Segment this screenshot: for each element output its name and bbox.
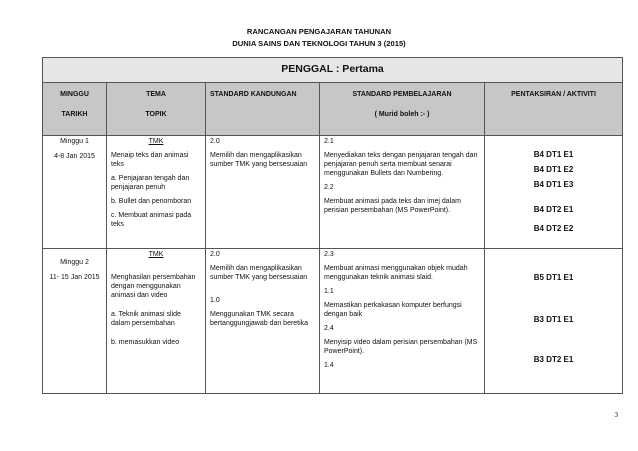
sk-text: Memilih dan mengaplikasikan sumber TMK yang bersesuaian <box>210 151 308 168</box>
tema-item: c. Membuat animasi pada teks <box>111 211 192 228</box>
sk-code: 1.0 <box>210 296 220 304</box>
document-subtitle: DUNIA SAINS DAN TEKNOLOGI TAHUN 3 (2015) <box>232 39 406 48</box>
assessment-code: B3 DT1 E1 <box>533 315 574 325</box>
tema-item: b. Bullet dan penomboran <box>111 197 192 205</box>
header-minggu: MINGGU <box>60 91 89 98</box>
sk-code: 2.0 <box>210 251 220 258</box>
tema-cell <box>107 136 206 249</box>
header-standard-pembelajaran <box>320 83 485 136</box>
penggal-label: PENGGAL : Pertama <box>43 58 623 83</box>
header-tarikh: TARIKH <box>61 110 88 118</box>
tema-title: TMK <box>148 251 164 258</box>
assessment-code: B3 DT2 E1 <box>533 355 574 365</box>
sp-code: 2.1 <box>324 138 334 145</box>
pentaksiran-cell <box>485 249 623 394</box>
tema-item: a. Penjajaran tengah dan penjajaran penuh <box>111 174 190 191</box>
sp-cell <box>320 136 485 249</box>
tema-item: Menghasilan persembahan dengan menggunakan animasi dan video <box>111 273 196 299</box>
week-cell <box>43 249 107 394</box>
sp-text: Membuat animasi menggunakan objek mudah menggunakan teknik animasi slaid. <box>324 264 468 281</box>
header-pentaksiran: PENTAKSIRAN / AKTIVITI <box>485 83 623 136</box>
sk-text: Menggunakan TMK secara bertanggungjawab dan beretika <box>210 310 309 327</box>
assessment-code: B4 DT1 E1 <box>533 150 574 159</box>
table-row <box>43 136 623 249</box>
week-label: Minggu 2 <box>60 259 89 266</box>
assessment-code: B4 DT1 E2 <box>533 165 574 175</box>
sp-text: Membuat animasi pada teks dan imej dalam perisian persembahan (MS PowerPoint). <box>324 197 461 214</box>
sp-text: Memastikan perkakasan komputer berfungsi dengan baik <box>324 301 462 318</box>
header-row <box>43 83 623 136</box>
plan-table <box>42 57 623 394</box>
header-tema: TEMA <box>146 91 166 98</box>
header-tema-topik <box>107 83 206 136</box>
date-label: 4-8 Jan 2015 <box>54 152 95 160</box>
sp-text: Menyisip video dalam perisian persembahan (MS PowerPoint). <box>324 338 478 355</box>
table-row <box>43 249 623 394</box>
tema-title: TMK <box>148 138 164 145</box>
sk-cell <box>206 136 320 249</box>
tema-item: b. memasukkan video <box>111 338 180 346</box>
tema-item: a. Teknik animasi slide dalam persembahan <box>111 310 181 327</box>
tema-cell <box>107 249 206 394</box>
date-label: 11- 15 Jan 2015 <box>49 273 100 281</box>
assessment-code: B4 DT2 E1 <box>533 204 574 214</box>
pentaksiran-cell <box>485 136 623 249</box>
header-topik: TOPIK <box>145 110 167 118</box>
sp-text: Menyediakan teks dengan penjajaran tengah dan penjajaran penuh serta membuat senarai menggunakan Bullets dan Numbering. <box>324 151 478 177</box>
penggal-row <box>43 58 623 83</box>
header-standard-kandungan: STANDARD KANDUNGAN <box>206 83 320 136</box>
header-murid-boleh: ( Murid boleh :- ) <box>374 110 430 118</box>
tema-item: Menaip teks dan animasi teks <box>111 151 189 168</box>
sk-cell <box>206 249 320 394</box>
assessment-code: B4 DT2 E2 <box>533 223 574 233</box>
header-sp-label: STANDARD PEMBELAJARAN <box>352 91 452 98</box>
document-title: RANCANGAN PENGAJARAN TAHUNAN <box>246 27 392 36</box>
sp-code: 2.4 <box>324 324 334 332</box>
header-minggu-tarikh <box>43 83 107 136</box>
assessment-code: B5 DT1 E1 <box>533 273 574 282</box>
sp-code: 2.2 <box>324 183 334 191</box>
sp-code: 2.3 <box>324 251 334 258</box>
sp-code: 1.4 <box>324 361 334 369</box>
page-number: 3 <box>614 411 618 419</box>
sp-cell <box>320 249 485 394</box>
week-label: Minggu 1 <box>60 138 89 145</box>
sk-code: 2.0 <box>210 138 220 145</box>
sp-code: 1.1 <box>324 287 334 295</box>
sk-text: Memilih dan mengaplikasikan sumber TMK yang bersesuaian <box>210 264 308 281</box>
assessment-code: B4 DT1 E3 <box>533 180 574 190</box>
week-cell <box>43 136 107 249</box>
